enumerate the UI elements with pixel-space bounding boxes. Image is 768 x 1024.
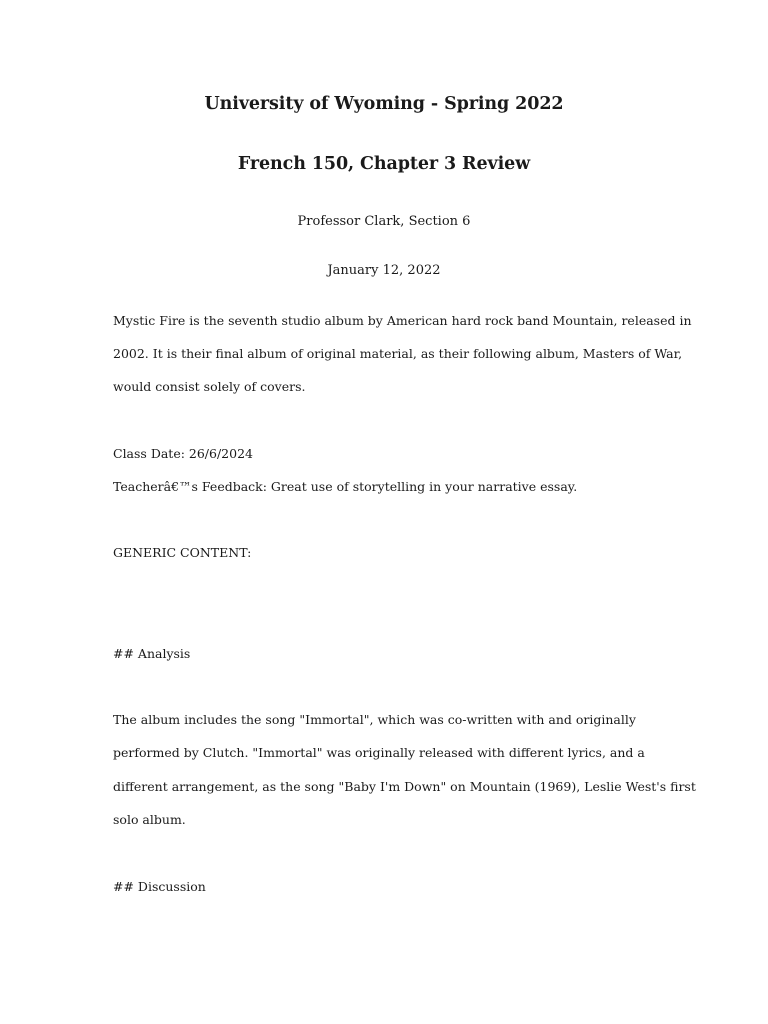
instructor-line: Professor Clark, Section 6 (297, 214, 471, 229)
document-title: University of Wyoming - Spring 2022 (204, 94, 564, 114)
generic-content-label: GENERIC CONTENT: (113, 545, 252, 560)
course-title: French 150, Chapter 3 Review (237, 154, 531, 174)
paragraph-line: Mystic Fire is the seventh studio album by American hard rock band Mountain, released in (113, 313, 692, 328)
document-date: January 12, 2022 (327, 263, 441, 278)
paragraph-line: solo album. (113, 812, 186, 827)
paragraph-line: The album includes the song "Immortal", which was co-written with and originally (113, 712, 636, 727)
paragraph-line: 2002. It is their final album of original material, as their following album, Masters of War, (113, 346, 683, 361)
paragraph-line: would consist solely of covers. (113, 379, 306, 394)
paragraph-line: performed by Clutch. "Immortal" was originally released with different lyrics, and a (113, 745, 645, 760)
class-date: Class Date: 26/6/2024 (113, 446, 253, 461)
discussion-heading: ## Discussion (113, 879, 206, 894)
teacher-feedback: Teacherâ€™s Feedback: Great use of storytelling in your narrative essay. (113, 479, 578, 494)
analysis-heading: ## Analysis (113, 646, 191, 661)
paragraph-line: different arrangement, as the song "Baby I'm Down" on Mountain (1969), Leslie West's first (113, 779, 696, 794)
